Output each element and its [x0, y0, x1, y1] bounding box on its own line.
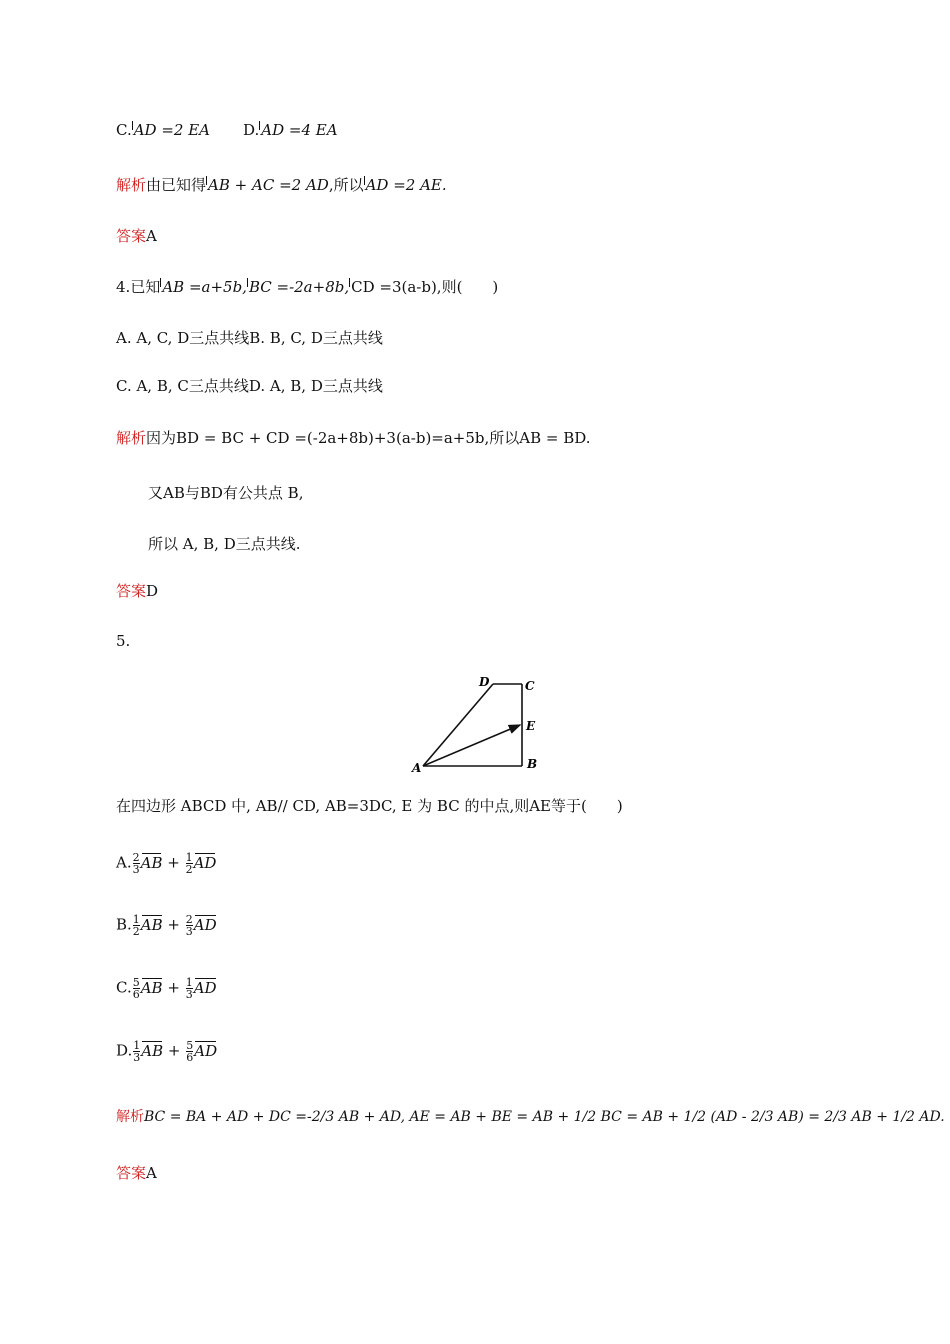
q4-options-ab: A. A, C, D三点共线B. B, C, D三点共线 [116, 329, 383, 347]
q4-analysis: 解析因为BD = BC + CD =(-2a+8b)+3(a-b)=a+5b,所以AB = BD. [116, 429, 591, 447]
question-number: 4. [116, 278, 131, 296]
side-da [423, 684, 493, 766]
q5-option-c: C. $\frac{5}{6}$ AB + $\frac{1}{3}$ AD [116, 976, 217, 1001]
label-a: A [412, 761, 422, 775]
q4-analysis-line2: 又AB与BD有公共点 B, [148, 484, 304, 502]
q4-answer: 答案D [116, 582, 159, 600]
label-c: C [525, 679, 535, 693]
vector-ae [423, 725, 520, 766]
trapezoid-figure [410, 668, 550, 778]
answer-label: 答案 [116, 582, 147, 600]
label-d: D [479, 675, 490, 689]
analysis-label: 解析 [116, 1109, 144, 1125]
analysis-label: 解析 [116, 176, 147, 194]
answer-label: 答案 [116, 1164, 147, 1182]
q3-analysis: 解析由已知得 AB + AC =2 AD,所以 AD =2 AE. [116, 176, 447, 194]
q4-analysis-line3: 所以 A, B, D三点共线. [148, 535, 301, 553]
label-e: E [526, 719, 536, 733]
q3-option-c: C. AD =2 EA [116, 121, 211, 139]
q4-options-cd: C. A, B, C三点共线D. A, B, D三点共线 [116, 377, 383, 395]
q3-option-d: D. AD =4 EA [243, 121, 338, 139]
q5-stem: 在四边形 ABCD 中, AB// CD, AB=3DC, E 为 BC 的中点,则AE等于( ) [116, 797, 623, 815]
q5-option-a: A. $\frac{2}{3}$ AB + $\frac{1}{2}$ AD [116, 851, 217, 876]
q5-number: 5. [116, 632, 131, 650]
label-b: B [527, 757, 538, 771]
answer-label: 答案 [116, 227, 147, 245]
q3-answer: 答案A [116, 227, 157, 245]
q5-option-b: B. $\frac{1}{2}$ AB + $\frac{2}{3}$ AD [116, 913, 217, 938]
q5-analysis: 解析BC = BA + AD + DC =-2/3 AB + AD, AE = AB + BE = AB + 1/2 BC = AB + 1/2 (AD - 2/3 AB) = 2/3 AB + 1/2 AD. [116, 1109, 945, 1125]
q5-answer: 答案A [116, 1164, 157, 1182]
analysis-label: 解析 [116, 429, 147, 447]
q4-stem: 4.已知 AB =a+5b, BC =-2a+8b, CD =3(a-b),则( ) [116, 278, 499, 296]
q5-option-d: D. $\frac{1}{3}$ AB + $\frac{5}{6}$ AD [116, 1039, 218, 1064]
